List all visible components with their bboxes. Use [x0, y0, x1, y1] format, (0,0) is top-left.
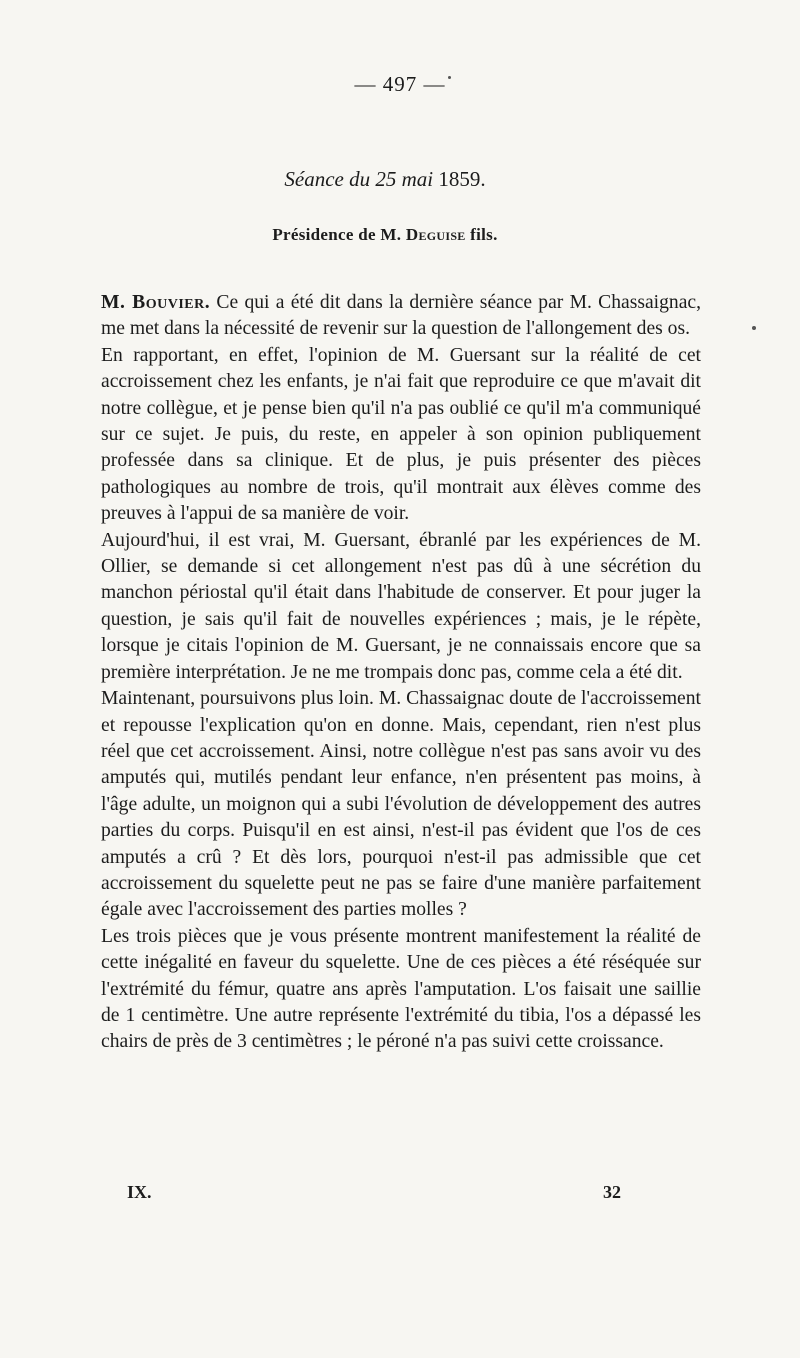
page-number: — 497 —: [354, 72, 446, 96]
page-footer: [127, 1182, 627, 1203]
paper-speck: [448, 76, 451, 79]
session-year: 1859.: [438, 167, 486, 191]
paragraph: Aujourd'hui, il est vrai, M. Guersant, ébranlé par les expériences de M. Ollier, se demande si cet allongement n'est pas dû à une sécrétion du manchon périostal qu'il était dans l'habitude de conserver. Et pour juger la question, je sais qu'il fait de nouvelles expériences ; mais, je le répète, lorsque je citais l'opinion de M. Guersant, je ne connaissais encore que sa première interprétation. Je ne me trompais donc pas, comme cela a été dit.: [101, 529, 701, 683]
signature-mark: IX.: [127, 1182, 152, 1202]
body-text: [101, 290, 701, 1056]
sheet-number: 32: [603, 1182, 621, 1202]
paragraph: Les trois pièces que je vous présente montrent manifestement la réalité de cette inégalité en faveur du squelette. Une de ces pièces a été réséquée sur l'extrémité du fémur, quatre ans après l'amputation. L'os faisait une saillie de 1 centimètre. Une autre représente l'extrémité du tibia, l'os a dépassé les chairs de près de 3 centimètres ; le péroné n'a pas suivi cette croissance.: [101, 925, 701, 1053]
session-date: Séance du 25 mai: [284, 167, 439, 191]
paragraph: Maintenant, poursuivons plus loin. M. Chassaignac doute de l'accroissement et repousse l'explication qu'on en donne. Mais, cependant, rien n'est plus réel que cet accroissement. Ainsi, notre collègue n'est pas sans avoir vu des amputés qui, mutilés pendant leur enfance, n'en présentent pas moins, à l'âge adulte, un moignon qui a subi l'évolution de développement des autres parties du corps. Puisqu'il en est ainsi, n'est-il pas évident que l'os de ces amputés a crû ? Et dès lors, pourquoi n'est-il pas admissible que cet accroissement du squelette peut ne pas se faire d'une manière parfaitement égale avec l'accroissement des parties molles ?: [101, 688, 701, 921]
session-heading: [0, 167, 770, 192]
paper-speck: [752, 326, 756, 330]
presidency-suffix: fils.: [465, 225, 498, 244]
paragraph: En rapportant, en effet, l'opinion de M. Guersant sur la réalité de cet accroissement chez les enfants, je n'ai fait que reproduire ce que m'avait dit notre collègue, et je pense bien qu'il n'a pas oublié ce qu'il m'a communiqué sur ce sujet. Je puis, du reste, en appeler à son opinion publiquement professée dans sa clinique. Et de plus, je puis présenter des pièces pathologiques au nombre de trois, qu'il montrait aux élèves comme des preuves à l'appui de sa manière de voir.: [101, 344, 701, 525]
president-name: Deguise: [405, 225, 466, 244]
speaker-name: M. Bouvier.: [101, 292, 211, 313]
presidency-line: [0, 225, 770, 245]
presidency-prefix: Présidence de M.: [272, 225, 406, 244]
paragraph: [101, 290, 701, 343]
paragraph-text: Ce qui a été dit dans la dernière séance par M. Chassaignac, me met dans la nécessité de revenir sur la question de l'allongement des os.: [101, 292, 702, 340]
